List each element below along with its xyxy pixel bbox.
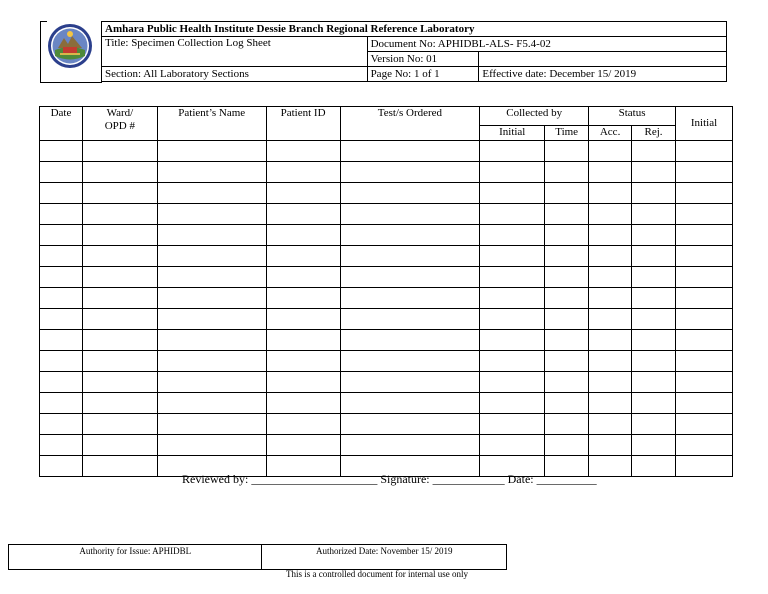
table-cell[interactable] bbox=[266, 141, 340, 162]
table-cell[interactable] bbox=[545, 246, 589, 267]
table-cell[interactable] bbox=[676, 330, 733, 351]
table-cell[interactable] bbox=[480, 204, 545, 225]
table-cell[interactable] bbox=[632, 393, 676, 414]
table-cell[interactable] bbox=[340, 372, 480, 393]
table-cell[interactable] bbox=[82, 372, 157, 393]
table-cell[interactable] bbox=[266, 393, 340, 414]
table-cell[interactable] bbox=[632, 267, 676, 288]
table-cell[interactable] bbox=[676, 183, 733, 204]
version-number: Version No: 01 bbox=[367, 52, 479, 67]
table-cell[interactable] bbox=[545, 288, 589, 309]
table-cell[interactable] bbox=[40, 435, 83, 456]
table-cell[interactable] bbox=[40, 288, 83, 309]
log-table-body bbox=[40, 141, 733, 477]
effective-date: Effective date: December 15/ 2019 bbox=[479, 67, 727, 82]
table-row bbox=[40, 414, 733, 435]
table-cell[interactable] bbox=[545, 351, 589, 372]
table-cell[interactable] bbox=[480, 330, 545, 351]
table-cell[interactable] bbox=[480, 225, 545, 246]
table-row bbox=[40, 267, 733, 288]
table-cell[interactable] bbox=[676, 414, 733, 435]
table-cell[interactable] bbox=[266, 246, 340, 267]
table-cell[interactable] bbox=[676, 162, 733, 183]
table-cell[interactable] bbox=[266, 183, 340, 204]
page-number: Page No: 1 of 1 bbox=[367, 67, 479, 82]
table-cell[interactable] bbox=[632, 372, 676, 393]
table-cell[interactable] bbox=[157, 288, 266, 309]
table-cell[interactable] bbox=[157, 141, 266, 162]
table-cell[interactable] bbox=[340, 141, 480, 162]
table-cell[interactable] bbox=[589, 351, 632, 372]
specimen-log-table bbox=[39, 106, 733, 477]
col-patient-id: Patient ID bbox=[266, 107, 340, 141]
table-row bbox=[40, 435, 733, 456]
authorized-date: Authorized Date: November 15/ 2019 bbox=[262, 545, 507, 570]
table-cell[interactable] bbox=[82, 267, 157, 288]
table-cell[interactable] bbox=[676, 393, 733, 414]
table-row bbox=[40, 183, 733, 204]
table-cell[interactable] bbox=[589, 246, 632, 267]
table-cell[interactable] bbox=[157, 330, 266, 351]
table-cell[interactable] bbox=[676, 246, 733, 267]
authority-box bbox=[8, 544, 507, 570]
table-cell[interactable] bbox=[589, 225, 632, 246]
table-cell[interactable] bbox=[266, 225, 340, 246]
table-cell[interactable] bbox=[266, 309, 340, 330]
table-cell[interactable] bbox=[545, 267, 589, 288]
table-cell[interactable] bbox=[480, 267, 545, 288]
document-header bbox=[40, 21, 728, 83]
table-cell[interactable] bbox=[82, 456, 157, 477]
table-cell[interactable] bbox=[545, 225, 589, 246]
table-cell[interactable] bbox=[589, 183, 632, 204]
table-cell[interactable] bbox=[266, 288, 340, 309]
table-cell[interactable] bbox=[340, 183, 480, 204]
col-collected-by: Collected by bbox=[480, 107, 589, 126]
table-cell[interactable] bbox=[266, 267, 340, 288]
table-cell[interactable] bbox=[545, 141, 589, 162]
table-cell[interactable] bbox=[157, 246, 266, 267]
table-cell[interactable] bbox=[266, 435, 340, 456]
table-cell[interactable] bbox=[589, 330, 632, 351]
table-cell[interactable] bbox=[589, 414, 632, 435]
table-row bbox=[40, 225, 733, 246]
col-rejected: Rej. bbox=[632, 126, 676, 141]
table-cell[interactable] bbox=[340, 393, 480, 414]
table-cell[interactable] bbox=[676, 141, 733, 162]
table-cell[interactable] bbox=[632, 288, 676, 309]
table-cell[interactable] bbox=[632, 309, 676, 330]
table-cell[interactable] bbox=[632, 204, 676, 225]
table-cell[interactable] bbox=[676, 225, 733, 246]
table-cell[interactable] bbox=[266, 351, 340, 372]
table-cell[interactable] bbox=[82, 351, 157, 372]
table-cell[interactable] bbox=[40, 456, 83, 477]
table-cell[interactable] bbox=[676, 435, 733, 456]
table-cell[interactable] bbox=[589, 309, 632, 330]
table-cell[interactable] bbox=[632, 183, 676, 204]
table-row bbox=[40, 288, 733, 309]
table-row bbox=[40, 351, 733, 372]
table-cell[interactable] bbox=[545, 204, 589, 225]
table-cell[interactable] bbox=[632, 456, 676, 477]
table-cell[interactable] bbox=[266, 204, 340, 225]
table-cell[interactable] bbox=[40, 351, 83, 372]
table-cell[interactable] bbox=[157, 414, 266, 435]
table-cell[interactable] bbox=[480, 309, 545, 330]
table-cell[interactable] bbox=[676, 372, 733, 393]
table-cell[interactable] bbox=[157, 393, 266, 414]
table-cell[interactable] bbox=[157, 162, 266, 183]
col-collection-time: Time bbox=[545, 126, 589, 141]
table-row bbox=[40, 141, 733, 162]
table-cell[interactable] bbox=[632, 141, 676, 162]
table-row bbox=[40, 204, 733, 225]
logo-cell bbox=[40, 21, 102, 83]
table-cell[interactable] bbox=[545, 330, 589, 351]
table-cell[interactable] bbox=[545, 162, 589, 183]
table-cell[interactable] bbox=[545, 435, 589, 456]
table-cell[interactable] bbox=[340, 246, 480, 267]
table-cell[interactable] bbox=[480, 246, 545, 267]
table-row bbox=[40, 372, 733, 393]
table-cell[interactable] bbox=[589, 141, 632, 162]
document-number: Document No: APHIDBL-ALS- F5.4-02 bbox=[367, 37, 726, 52]
table-cell[interactable] bbox=[589, 393, 632, 414]
table-cell[interactable] bbox=[632, 225, 676, 246]
table-cell[interactable] bbox=[589, 435, 632, 456]
table-cell[interactable] bbox=[340, 330, 480, 351]
table-cell[interactable] bbox=[480, 372, 545, 393]
institute-seal-logo bbox=[47, 23, 93, 69]
table-cell[interactable] bbox=[82, 330, 157, 351]
table-cell[interactable] bbox=[589, 204, 632, 225]
table-cell[interactable] bbox=[676, 288, 733, 309]
table-cell[interactable] bbox=[340, 309, 480, 330]
table-cell[interactable] bbox=[266, 414, 340, 435]
table-cell[interactable] bbox=[676, 204, 733, 225]
table-cell[interactable] bbox=[82, 183, 157, 204]
table-cell[interactable] bbox=[266, 162, 340, 183]
col-patient-name: Patient’s Name bbox=[157, 107, 266, 141]
table-cell[interactable] bbox=[589, 288, 632, 309]
table-row bbox=[40, 330, 733, 351]
table-row bbox=[40, 246, 733, 267]
table-cell[interactable] bbox=[157, 309, 266, 330]
table-cell[interactable] bbox=[340, 267, 480, 288]
table-cell[interactable] bbox=[40, 141, 83, 162]
table-cell[interactable] bbox=[340, 204, 480, 225]
col-accepted: Acc. bbox=[589, 126, 632, 141]
table-cell[interactable] bbox=[40, 204, 83, 225]
table-cell[interactable] bbox=[545, 372, 589, 393]
table-cell[interactable] bbox=[480, 141, 545, 162]
table-cell[interactable] bbox=[157, 183, 266, 204]
col-final-initial: Initial bbox=[676, 107, 733, 141]
table-cell[interactable] bbox=[40, 393, 83, 414]
table-cell[interactable] bbox=[82, 162, 157, 183]
table-cell[interactable] bbox=[82, 246, 157, 267]
table-row bbox=[40, 393, 733, 414]
table-cell[interactable] bbox=[632, 246, 676, 267]
table-cell[interactable] bbox=[340, 225, 480, 246]
table-cell[interactable] bbox=[82, 288, 157, 309]
controlled-document-note: This is a controlled document for internal use only bbox=[286, 569, 468, 579]
table-cell[interactable] bbox=[82, 309, 157, 330]
table-cell[interactable] bbox=[676, 351, 733, 372]
table-cell[interactable] bbox=[40, 309, 83, 330]
table-cell[interactable] bbox=[589, 372, 632, 393]
table-cell[interactable] bbox=[40, 162, 83, 183]
form-title: Title: Specimen Collection Log Sheet bbox=[102, 37, 368, 67]
table-cell[interactable] bbox=[589, 162, 632, 183]
table-cell[interactable] bbox=[480, 183, 545, 204]
table-cell[interactable] bbox=[40, 183, 83, 204]
table-cell[interactable] bbox=[82, 435, 157, 456]
table-cell[interactable] bbox=[340, 414, 480, 435]
table-cell[interactable] bbox=[545, 309, 589, 330]
table-cell[interactable] bbox=[266, 330, 340, 351]
col-status: Status bbox=[589, 107, 676, 126]
table-cell[interactable] bbox=[480, 288, 545, 309]
table-cell[interactable] bbox=[82, 141, 157, 162]
table-cell[interactable] bbox=[632, 330, 676, 351]
table-cell[interactable] bbox=[480, 162, 545, 183]
table-cell[interactable] bbox=[157, 225, 266, 246]
table-cell[interactable] bbox=[40, 330, 83, 351]
section-label: Section: All Laboratory Sections bbox=[102, 67, 368, 82]
table-cell[interactable] bbox=[157, 372, 266, 393]
table-cell[interactable] bbox=[545, 414, 589, 435]
table-row bbox=[40, 309, 733, 330]
table-cell[interactable] bbox=[40, 414, 83, 435]
table-cell[interactable] bbox=[545, 183, 589, 204]
col-ward bbox=[82, 107, 157, 141]
col-date: Date bbox=[40, 107, 83, 141]
col-tests-ordered: Test/s Ordered bbox=[340, 107, 480, 141]
table-cell[interactable] bbox=[82, 414, 157, 435]
table-cell[interactable] bbox=[632, 351, 676, 372]
table-cell[interactable] bbox=[266, 372, 340, 393]
blank-cell bbox=[479, 52, 727, 67]
table-cell[interactable] bbox=[40, 372, 83, 393]
col-collector-initial: Initial bbox=[480, 126, 545, 141]
table-cell[interactable] bbox=[157, 351, 266, 372]
table-cell[interactable] bbox=[632, 414, 676, 435]
table-cell[interactable] bbox=[480, 435, 545, 456]
table-cell[interactable] bbox=[480, 414, 545, 435]
col-ward-label: Ward/ bbox=[106, 107, 134, 119]
table-cell[interactable] bbox=[632, 435, 676, 456]
col-opd-label: OPD # bbox=[104, 120, 135, 132]
table-cell[interactable] bbox=[480, 351, 545, 372]
table-cell[interactable] bbox=[40, 225, 83, 246]
table-cell[interactable] bbox=[340, 435, 480, 456]
table-cell[interactable] bbox=[157, 204, 266, 225]
review-signature-line: Reviewed by: _____________________ Signature: ____________ Date: __________ bbox=[182, 472, 597, 486]
table-cell[interactable] bbox=[157, 435, 266, 456]
table-cell[interactable] bbox=[82, 204, 157, 225]
institute-name: Amhara Public Health Institute Dessie Branch Regional Reference Laboratory bbox=[102, 22, 727, 37]
table-cell[interactable] bbox=[340, 162, 480, 183]
table-cell[interactable] bbox=[340, 288, 480, 309]
table-cell[interactable] bbox=[40, 246, 83, 267]
table-cell[interactable] bbox=[480, 393, 545, 414]
table-cell[interactable] bbox=[676, 309, 733, 330]
table-cell[interactable] bbox=[632, 162, 676, 183]
table-cell[interactable] bbox=[340, 351, 480, 372]
table-cell[interactable] bbox=[545, 393, 589, 414]
table-cell[interactable] bbox=[82, 393, 157, 414]
table-cell[interactable] bbox=[676, 456, 733, 477]
table-cell[interactable] bbox=[676, 267, 733, 288]
table-cell[interactable] bbox=[40, 267, 83, 288]
table-cell[interactable] bbox=[157, 267, 266, 288]
authority-for-issue: Authority for Issue: APHIDBL bbox=[9, 545, 262, 570]
table-row bbox=[40, 162, 733, 183]
table-cell[interactable] bbox=[82, 225, 157, 246]
header-info-table bbox=[101, 21, 727, 82]
table-cell[interactable] bbox=[589, 267, 632, 288]
